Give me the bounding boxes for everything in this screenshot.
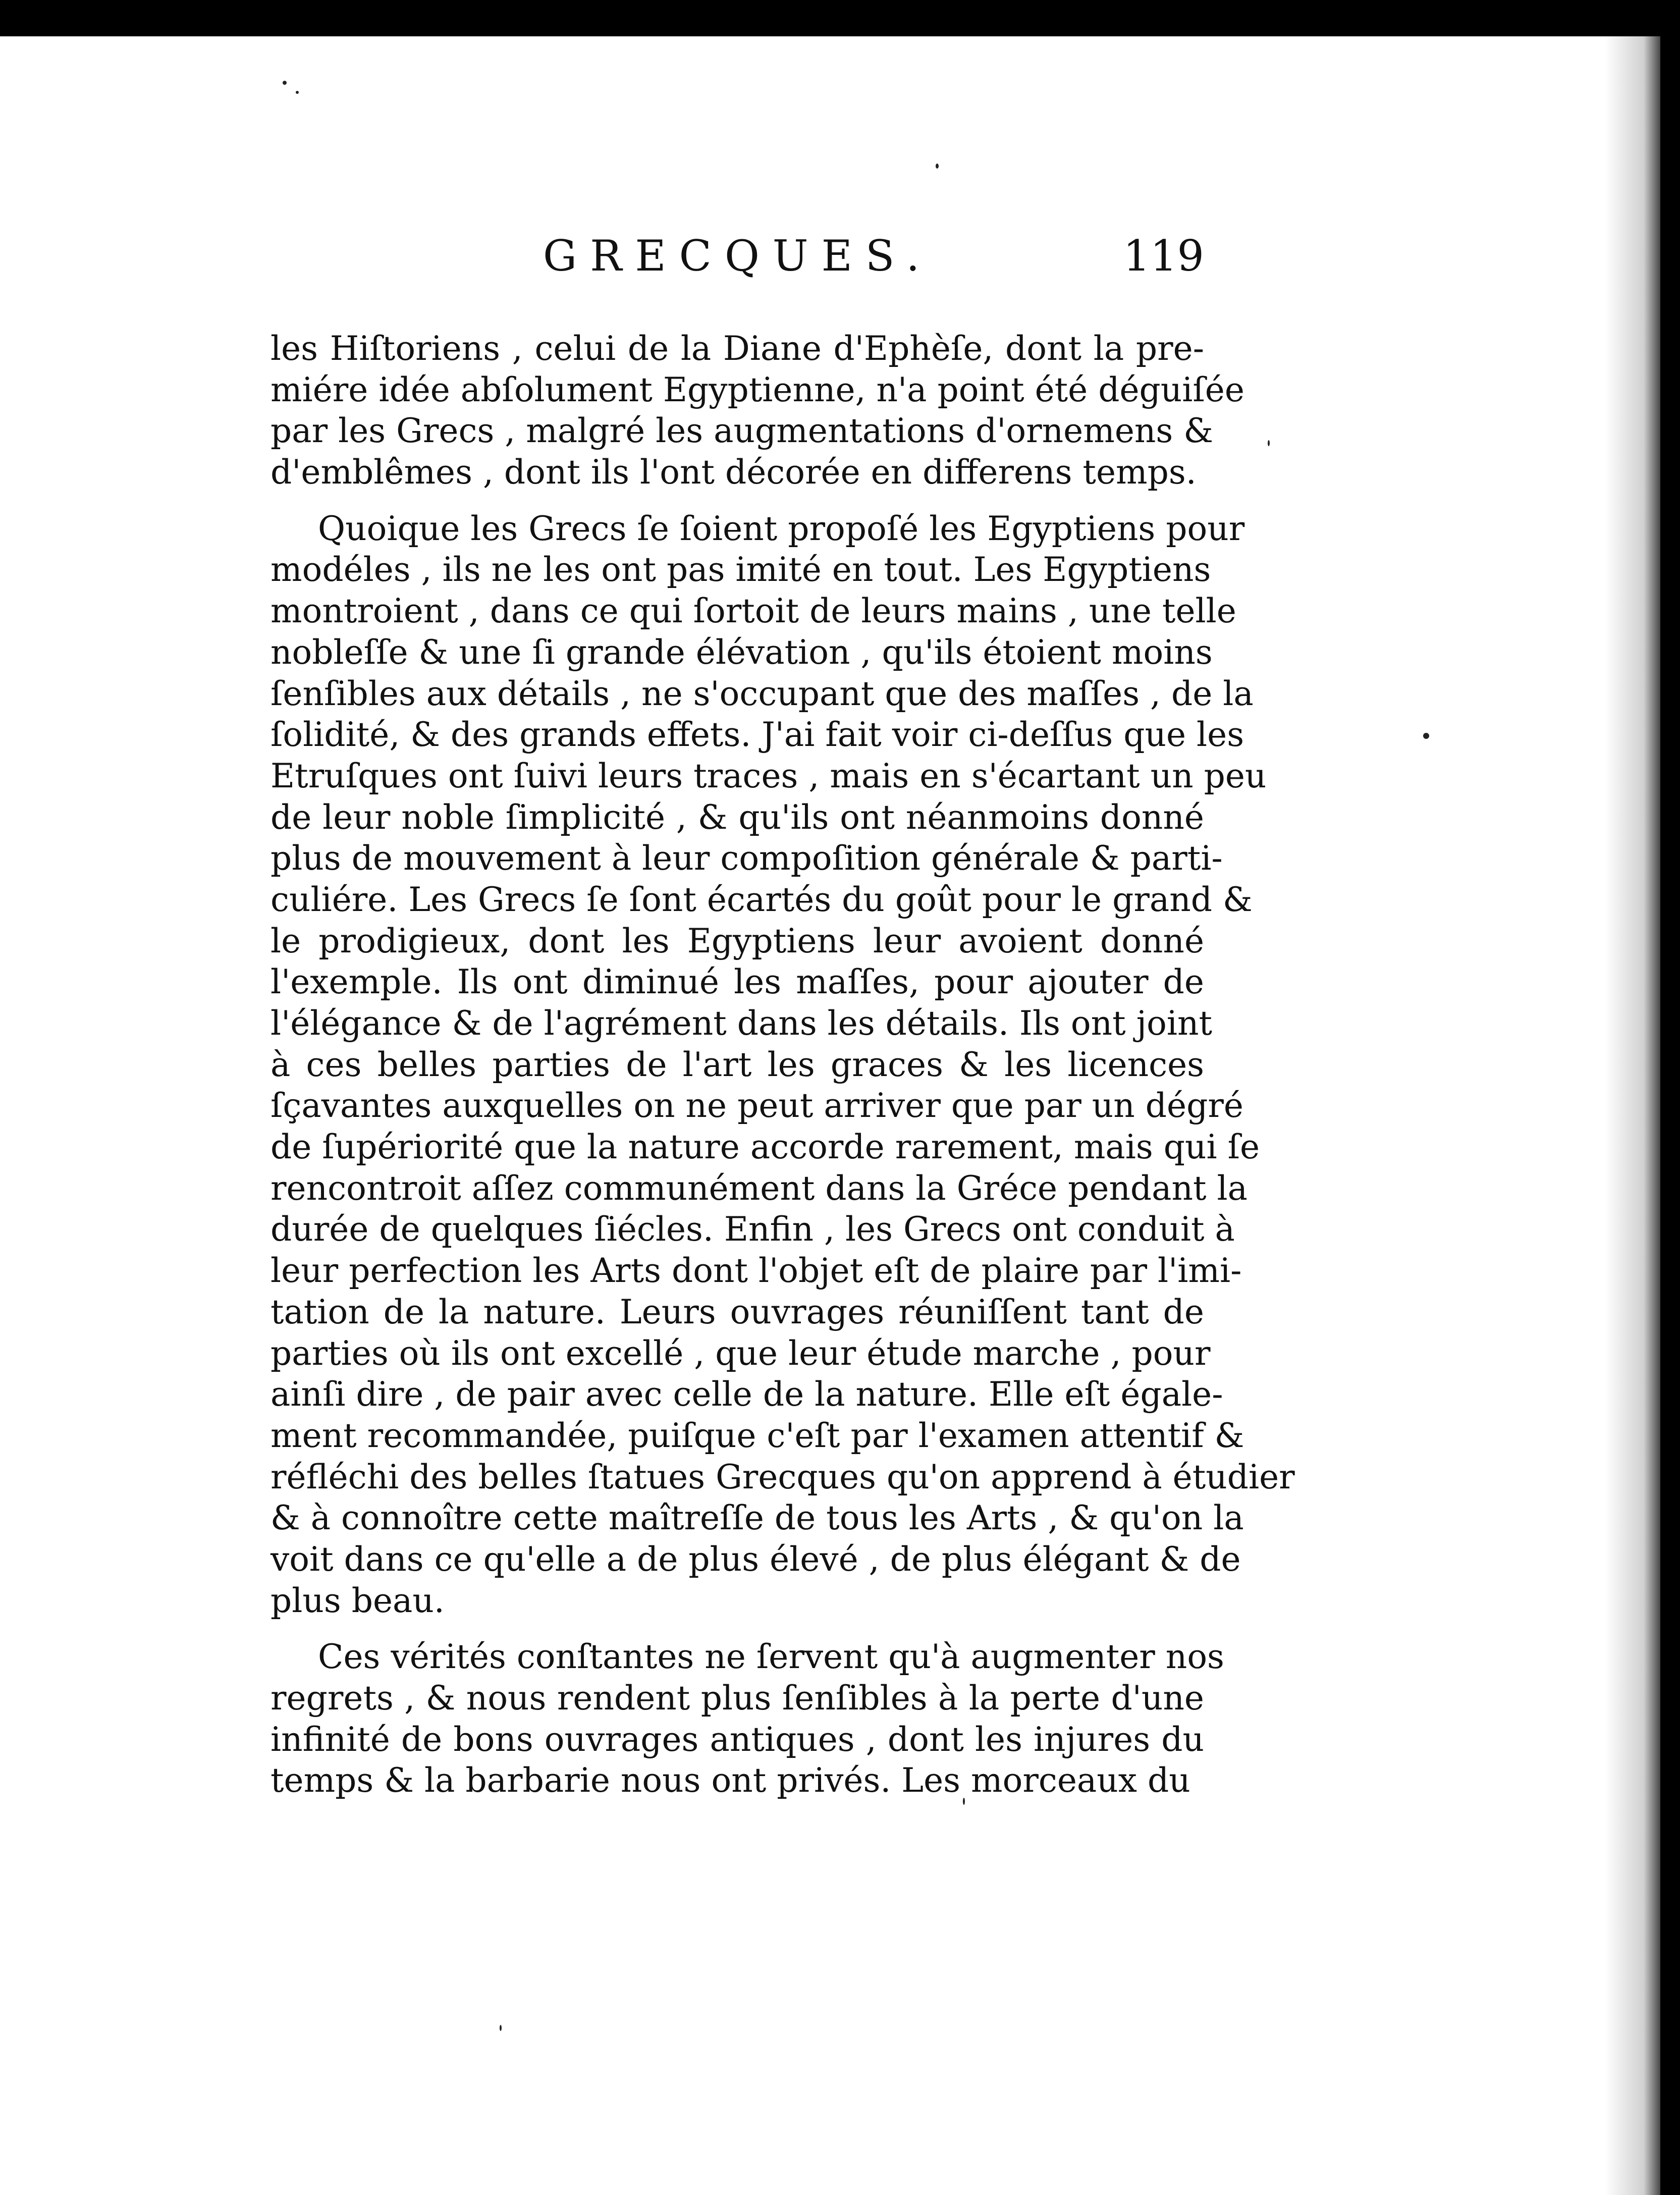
text-line: leur perfection les Arts dont l'objet eſt de plaire par l'imi- — [270, 1251, 1242, 1291]
text-line: ſolidité, & des grands effets. J'ai fait voir ci-deſſus que les — [270, 715, 1244, 755]
text-line: durée de quelques ſiécles. Enfin , les Grecs ont conduit à — [270, 1210, 1235, 1249]
text-line: miére idée abſolument Egyptienne, n'a point été déguiſée — [270, 370, 1244, 409]
text-line: plus beau. — [270, 1581, 445, 1620]
text-line: l'exemple. Ils ont diminué les maſſes, pour ajouter de — [270, 962, 1204, 1002]
text-line: montroient , dans ce qui ſortoit de leurs mains , une telle — [270, 592, 1236, 631]
book-page — [0, 36, 1660, 2195]
paragraph — [270, 328, 1244, 493]
text-line: Ces vérités conſtantes ne ſervent qu'à augmenter nos — [318, 1637, 1224, 1677]
text-line: ſçavantes auxquelles on ne peut arriver que par un dégré — [270, 1086, 1243, 1126]
text-line: ainſi dire , de pair avec celle de la nature. Elle eſt égale- — [270, 1375, 1223, 1414]
text-line: regrets , & nous rendent plus ſenſibles à la perte d'une — [270, 1679, 1204, 1718]
page-number: 119 — [1123, 231, 1204, 281]
running-header — [270, 223, 1204, 289]
text-line: à ces belles parties de l'art les graces & les licences — [270, 1045, 1204, 1084]
text-line: les Hiſtoriens , celui de la Diane d'Ephèſe, dont la pre- — [270, 329, 1204, 368]
ink-speck — [296, 91, 299, 94]
text-line: par les Grecs , malgré les augmentations d'ornemens & — [270, 411, 1213, 451]
text-line: temps & la barbarie nous ont privés. Les morceaux du — [270, 1761, 1190, 1800]
text-line: infinité de bons ouvrages antiques , dont les injures du — [270, 1720, 1204, 1759]
text-line: Etruſques ont ſuivi leurs traces , mais en s'écartant un peu — [270, 756, 1267, 795]
paragraph — [270, 508, 1295, 1622]
ink-speck — [1268, 440, 1270, 446]
paragraph-gap — [270, 1621, 1204, 1636]
text-line: nobleſſe & une ſi grande élévation , qu'ils étoient moins — [270, 632, 1213, 672]
running-title: GRECQUES. — [543, 231, 933, 281]
text-line: rencontroit aſſez communément dans la Gréce pendant la — [270, 1168, 1248, 1208]
text-line: l'élégance & de l'agrément dans les détails. Ils ont joint — [270, 1004, 1213, 1043]
text-line: voit dans ce qu'elle a de plus élevé , de plus élégant & de — [270, 1539, 1241, 1579]
paragraph — [270, 1636, 1224, 1801]
text-line: ment recommandée, puiſque c'eſt par l'examen attentif & — [270, 1416, 1244, 1455]
ink-speck — [283, 81, 287, 85]
text-line: & à connoître cette maîtreſſe de tous les Arts , & qu'on la — [270, 1498, 1244, 1538]
text-line: modéles , ils ne les ont pas imité en tout. Les Egyptiens — [270, 550, 1211, 590]
text-line: plus de mouvement à leur compoſition générale & parti- — [270, 839, 1223, 878]
text-line: Quoique les Grecs ſe ſoient propoſé les Egyptiens pour — [318, 509, 1245, 548]
text-line: de ſupériorité que la nature accorde rarement, mais qui ſe — [270, 1128, 1260, 1167]
text-line: d'emblêmes , dont ils l'ont décorée en differens temps. — [270, 453, 1197, 492]
text-line: ſenſibles aux détails , ne s'occupant que des maſſes , de la — [270, 674, 1254, 713]
text-line: culiére. Les Grecs ſe ſont écartés du goût pour le grand & — [270, 880, 1253, 919]
page-edge-shadow — [1605, 36, 1660, 2195]
text-line: réfléchi des belles ſtatues Grecques qu'on apprend à étudier — [270, 1457, 1295, 1496]
text-line: le prodigieux, dont les Egyptiens leur avoient donné — [270, 921, 1204, 960]
ink-speck — [500, 2025, 502, 2031]
body-text — [270, 328, 1295, 1801]
paragraph-gap — [270, 493, 1204, 508]
text-line: parties où ils ont excellé , que leur étude marche , pour — [270, 1333, 1211, 1373]
text-line: tation de la nature. Leurs ouvrages réuniſſent tant de — [270, 1292, 1204, 1331]
ink-speck — [936, 164, 939, 169]
text-line: de leur noble ſimplicité , & qu'ils ont néanmoins donné — [270, 797, 1204, 837]
ink-speck — [1423, 733, 1429, 739]
